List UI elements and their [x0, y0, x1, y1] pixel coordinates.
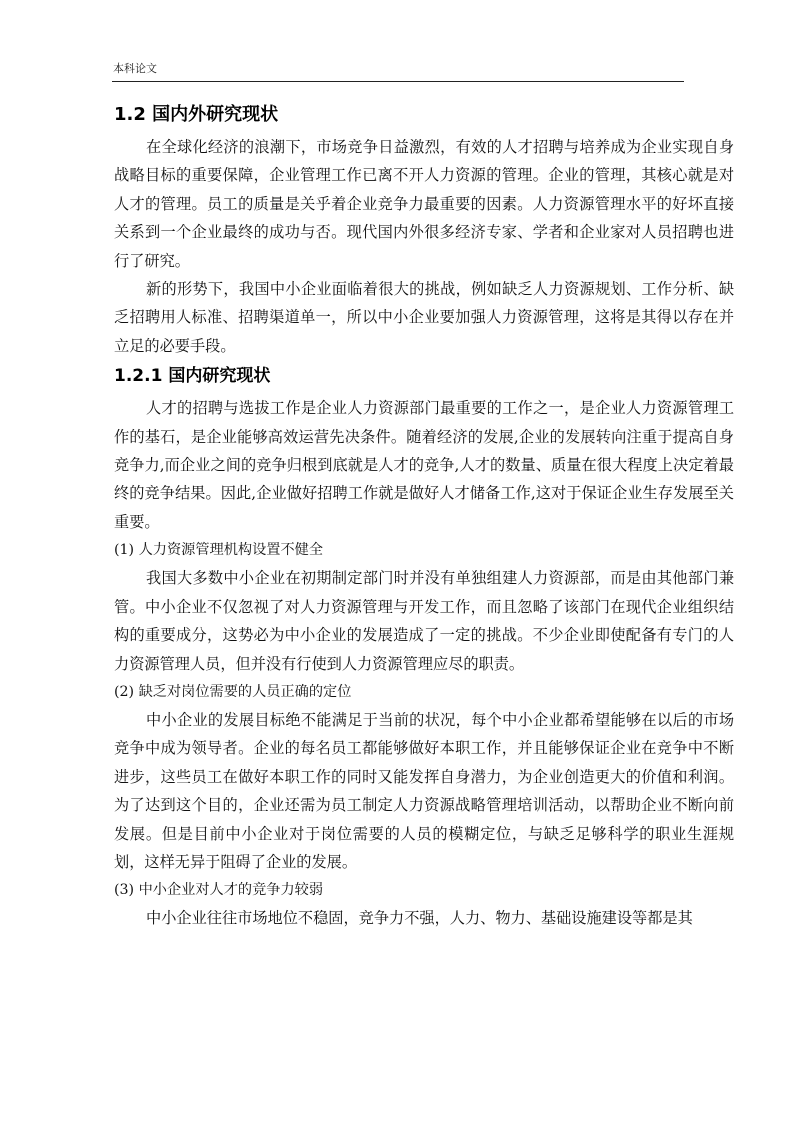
item-body-2: 中小企业的发展目标绝不能满足于当前的状况，每个中小企业都希望能够在以后的市场竞争中成为领导者。企业的每名员工都能够做好本职工作，并且能够保证企业在竞争中不断进步，这些员工在做好本职工作的同时又能发挥自身潜力，为企业创造更大的价值和利润。为了达到这个目的，企业还需为员工制定人力资源战略管理培训活动，以帮助企业不断向前发展。但是目前中小企业对于岗位需要的人员的模糊定位，与缺乏足够科学的职业生涯规划，这样无异于阻碍了企业的发展。	[114, 710, 734, 871]
page-content	[114, 101, 734, 933]
header-divider	[112, 81, 684, 82]
item-body-3: 中小企业往往市场地位不稳固，竞争力不强，人力、物力、基础设施建设等都是其	[146, 909, 693, 928]
item-body-1: 我国大多数中小企业在初期制定部门时并没有单独组建人力资源部，而是由其他部门兼管。中小企业不仅忽视了对人力资源管理与开发工作，而且忽略了该部门在现代企业组织结构的重要成分，这势必为中小企业的发展造成了一定的挑战。不少企业即使配备有专门的人力资源管理人员，但并没有行使到人力资源管理应尽的职责。	[114, 569, 734, 673]
item-heading-3: (3) 中小企业对人才的竞争力较弱	[114, 882, 324, 899]
item-heading-1: (1) 人力资源管理机构设置不健全	[114, 542, 324, 559]
section-title-1-2: 1.2 国内外研究现状	[114, 104, 279, 125]
section-title-1-2-1: 1.2.1 国内研究现状	[114, 366, 271, 387]
running-header: 本科论文	[113, 62, 157, 75]
paragraph-1-2-1: 在全球化经济的浪潮下，市场竞争日益激烈，有效的人才招聘与培养成为企业实现自身战略目标的重要保障，企业管理工作已离不开人力资源的管理。企业的管理，其核心就是对人才的管理。员工的质量是关乎着企业竞争力最重要的因素。人力资源管理水平的好坏直接关系到一个企业最终的成功与否。现代国内外很多经济专家、学者和企业家对人员招聘也进行了研究。	[114, 138, 734, 270]
paragraph-1-2-1-intro: 人才的招聘与选拔工作是企业人力资源部门最重要的工作之一，是企业人力资源管理工作的基石，是企业能够高效运营先决条件。随着经济的发展,企业的发展转向注重于提高自身竞争力,而企业之间的竞争归根到底就是人才的竞争,人才的数量、质量在很大程度上决定着最终的竞争结果。因此,企业做好招聘工作就是做好人才储备工作,这对于保证企业生存发展至关重要。	[114, 399, 734, 531]
paragraph-1-2-2: 新的形势下，我国中小企业面临着很大的挑战，例如缺乏人力资源规划、工作分析、缺乏招聘用人标准、招聘渠道单一，所以中小企业要加强人力资源管理，这将是其得以存在并立足的必要手段。	[114, 280, 734, 355]
item-heading-2: (2) 缺乏对岗位需要的人员正确的定位	[114, 683, 352, 700]
